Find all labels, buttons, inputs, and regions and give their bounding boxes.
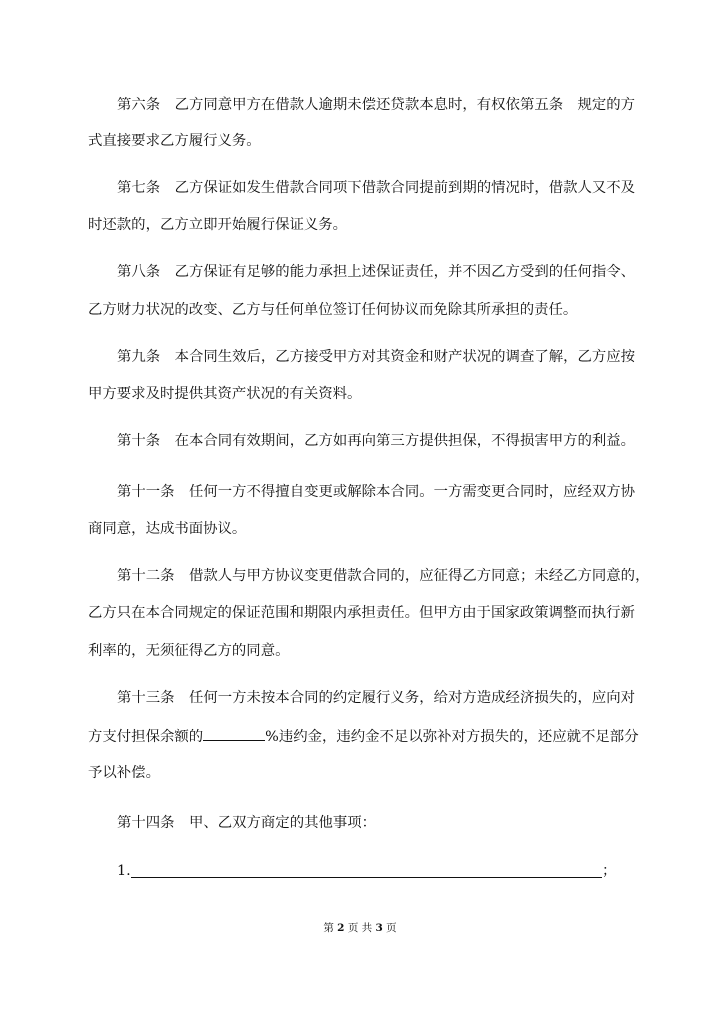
- clause-14-line-1: 第十四条 甲、乙双方商定的其他事项：: [117, 815, 377, 831]
- clause-7-line-1: 第七条 乙方保证如发生借款合同项下借款合同提前到期的情况时，借款人又不及: [117, 180, 636, 196]
- clause-8-line-2: 乙方财力状况的改变、乙方与任何单位签订任何协议而免除其所承担的责任。: [88, 302, 578, 318]
- footer-middle: 页 共: [347, 922, 373, 934]
- item-1-blank-line[interactable]: [131, 877, 602, 878]
- clause-13-line-3: 予以补偿。: [88, 765, 160, 781]
- clause-12-line-3: 利率的，无须征得乙方的同意。: [88, 643, 290, 659]
- clause-7-line-2: 时还款的，乙方立即开始履行保证义务。: [88, 217, 348, 233]
- clause-9-line-2: 甲方要求及时提供其资产状况的有关资料。: [88, 386, 362, 402]
- footer-suffix: 页: [386, 922, 397, 934]
- clause-11-line-1: 第十一条 任何一方不得擅自变更或解除本合同。一方需变更合同时，应经双方协: [117, 484, 636, 500]
- other-matters-item-1: [117, 861, 617, 881]
- clause-13-line-1: 第十三条 任何一方未按本合同的约定履行义务，给对方造成经济损失的，应向对: [117, 690, 636, 706]
- clause-9-line-1: 第九条 本合同生效后，乙方接受甲方对其资金和财产状况的调查了解，乙方应按: [117, 349, 636, 365]
- clause-10-line-1: 第十条 在本合同有效期间，乙方如再向第三方提供担保，不得损害甲方的利益。: [117, 433, 636, 449]
- clause-8-line-1: 第八条 乙方保证有足够的能力承担上述保证责任，并不因乙方受到的任何指令、: [117, 264, 636, 280]
- penalty-rate-blank[interactable]: [203, 726, 265, 741]
- clause-6-line-1: 第六条 乙方同意甲方在借款人逾期未偿还贷款本息时，有权依第五条 规定的方: [117, 97, 636, 113]
- item-1-number: 1.: [117, 863, 131, 879]
- item-1-semicolon: ；: [602, 863, 617, 879]
- clause-13-line-2: [88, 726, 639, 747]
- page-footer: [0, 921, 720, 935]
- total-page-count: 3: [375, 922, 383, 934]
- clause-11-line-2: 商同意，达成书面协议。: [88, 521, 247, 537]
- clause-12-line-2: 乙方只在本合同规定的保证范围和期限内承担责任。但甲方由于国家政策调整而执行新: [88, 605, 635, 621]
- clause-12-line-1: 第十二条 借款人与甲方协议变更借款合同的，应征得乙方同意；未经乙方同意的，: [117, 568, 650, 584]
- clause-13-line-2-start: 方支付担保余额的: [88, 729, 204, 745]
- clause-6-line-2: 式直接要求乙方履行义务。: [88, 133, 261, 149]
- current-page-number: 2: [337, 922, 345, 934]
- clause-13-line-2-end: %违约金，违约金不足以弥补对方损失的，还应就不足部分: [265, 729, 639, 745]
- footer-prefix: 第: [323, 922, 334, 934]
